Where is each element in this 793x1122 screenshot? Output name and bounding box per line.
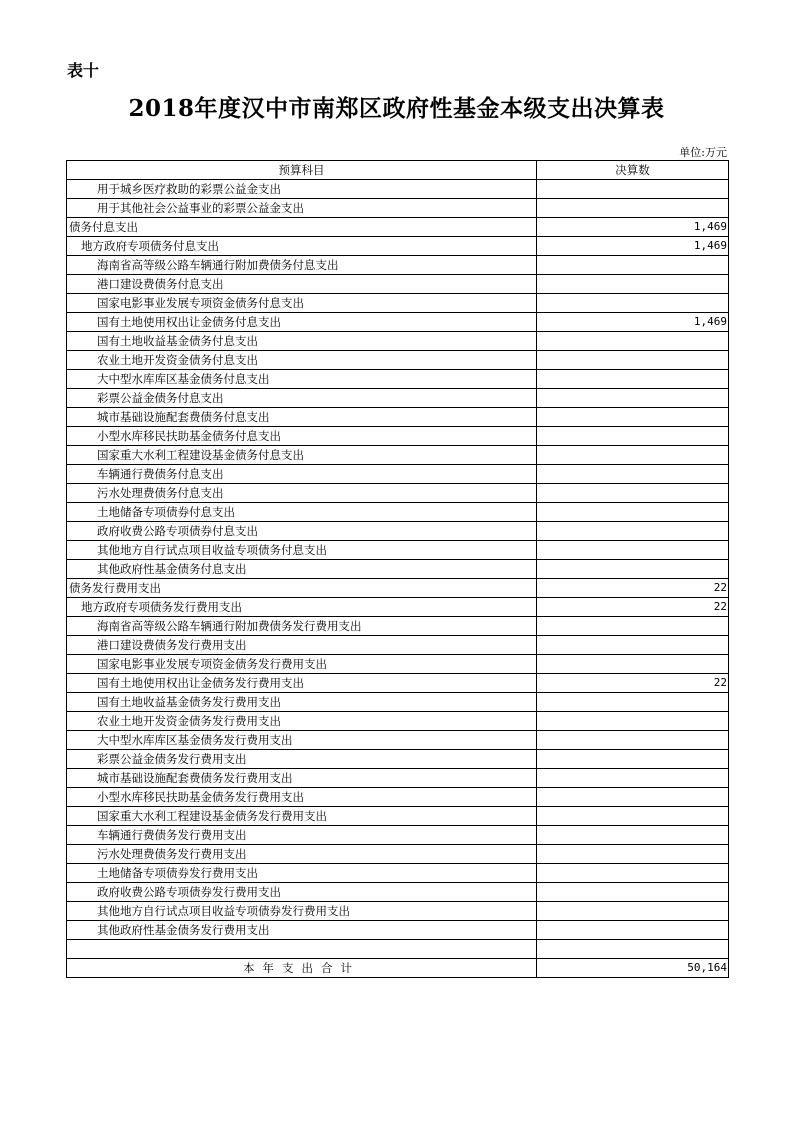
row-subject: 城市基础设施配套费债务发行费用支出	[67, 769, 537, 788]
row-amount	[537, 408, 729, 427]
row-amount	[537, 465, 729, 484]
table-number-label: 表十	[67, 61, 100, 80]
row-subject: 海南省高等级公路车辆通行附加费债务发行费用支出	[67, 617, 537, 636]
row-subject: 国家电影事业发展专项资金债务发行费用支出	[67, 655, 537, 674]
row-amount	[537, 940, 729, 959]
row-amount	[537, 655, 729, 674]
table-row	[67, 256, 729, 275]
row-subject: 大中型水库库区基金债务发行费用支出	[67, 731, 537, 750]
table-row	[67, 199, 729, 218]
table-row	[67, 731, 729, 750]
row-subject: 土地储备专项债券发行费用支出	[67, 864, 537, 883]
row-subject: 其他政府性基金债务付息支出	[67, 560, 537, 579]
row-subject: 其他政府性基金债务发行费用支出	[67, 921, 537, 940]
row-amount	[537, 332, 729, 351]
row-subject: 地方政府专项债务发行费用支出	[67, 598, 537, 617]
row-subject: 用于其他社会公益事业的彩票公益金支出	[67, 199, 537, 218]
total-amount: 50,164	[537, 959, 729, 978]
table-row	[67, 408, 729, 427]
table-row	[67, 902, 729, 921]
row-amount	[537, 769, 729, 788]
row-subject: 彩票公益金债务付息支出	[67, 389, 537, 408]
row-subject: 国有土地收益基金债务发行费用支出	[67, 693, 537, 712]
row-subject: 政府收费公路专项债券付息支出	[67, 522, 537, 541]
row-amount	[537, 541, 729, 560]
table-row	[67, 484, 729, 503]
table-header-row	[67, 161, 729, 180]
row-amount	[537, 389, 729, 408]
row-amount: 22	[537, 598, 729, 617]
row-subject: 污水处理费债务付息支出	[67, 484, 537, 503]
total-row	[67, 959, 729, 978]
row-amount	[537, 199, 729, 218]
row-amount	[537, 845, 729, 864]
row-amount: 1,469	[537, 313, 729, 332]
table-row	[67, 693, 729, 712]
table-row	[67, 446, 729, 465]
table-row	[67, 275, 729, 294]
table-row	[67, 617, 729, 636]
row-subject: 污水处理费债务发行费用支出	[67, 845, 537, 864]
row-subject: 车辆通行费债务发行费用支出	[67, 826, 537, 845]
row-amount	[537, 560, 729, 579]
table-row	[67, 674, 729, 693]
row-amount	[537, 864, 729, 883]
row-subject: 港口建设费债务付息支出	[67, 275, 537, 294]
row-amount	[537, 484, 729, 503]
row-amount	[537, 731, 729, 750]
row-subject: 彩票公益金债务发行费用支出	[67, 750, 537, 769]
table-row	[67, 598, 729, 617]
row-subject: 国家重大水利工程建设基金债务发行费用支出	[67, 807, 537, 826]
table-row	[67, 294, 729, 313]
table-row	[67, 940, 729, 959]
row-amount	[537, 883, 729, 902]
row-subject: 港口建设费债务发行费用支出	[67, 636, 537, 655]
row-amount	[537, 636, 729, 655]
table-row	[67, 332, 729, 351]
row-subject: 小型水库移民扶助基金债务发行费用支出	[67, 788, 537, 807]
table-row	[67, 712, 729, 731]
table-row	[67, 370, 729, 389]
header-final-amount: 决算数	[537, 161, 729, 180]
row-subject: 债务付息支出	[67, 218, 537, 237]
table-row	[67, 503, 729, 522]
row-subject: 国有土地收益基金债务付息支出	[67, 332, 537, 351]
row-amount	[537, 807, 729, 826]
table-row	[67, 579, 729, 598]
header-budget-subject: 预算科目	[67, 161, 537, 180]
table-row	[67, 883, 729, 902]
row-amount	[537, 826, 729, 845]
row-amount	[537, 617, 729, 636]
row-amount	[537, 902, 729, 921]
table-row	[67, 237, 729, 256]
row-amount: 22	[537, 674, 729, 693]
unit-label: 单位:万元	[679, 146, 727, 159]
row-amount	[537, 275, 729, 294]
total-label: 本年支出合计	[67, 959, 537, 978]
table-row	[67, 313, 729, 332]
table-row	[67, 807, 729, 826]
table-row	[67, 655, 729, 674]
row-amount: 1,469	[537, 237, 729, 256]
table-row	[67, 541, 729, 560]
row-subject: 其他地方自行试点项目收益专项债务付息支出	[67, 541, 537, 560]
row-subject: 农业土地开发资金债务发行费用支出	[67, 712, 537, 731]
row-amount	[537, 693, 729, 712]
table-row	[67, 864, 729, 883]
table-row	[67, 560, 729, 579]
row-amount: 1,469	[537, 218, 729, 237]
row-amount	[537, 921, 729, 940]
table-row	[67, 351, 729, 370]
row-amount	[537, 180, 729, 199]
row-amount: 22	[537, 579, 729, 598]
row-amount	[537, 712, 729, 731]
page-title: 2018年度汉中市南郑区政府性基金本级支出决算表	[128, 95, 665, 122]
row-subject: 小型水库移民扶助基金债务付息支出	[67, 427, 537, 446]
row-subject: 国有土地使用权出让金债务发行费用支出	[67, 674, 537, 693]
row-amount	[537, 427, 729, 446]
row-amount	[537, 370, 729, 389]
row-subject: 地方政府专项债务付息支出	[67, 237, 537, 256]
table-row	[67, 427, 729, 446]
row-subject	[67, 940, 537, 959]
row-subject: 车辆通行费债务付息支出	[67, 465, 537, 484]
row-subject: 政府收费公路专项债券发行费用支出	[67, 883, 537, 902]
table-row	[67, 826, 729, 845]
row-amount	[537, 750, 729, 769]
table-row	[67, 218, 729, 237]
row-subject: 海南省高等级公路车辆通行附加费债务付息支出	[67, 256, 537, 275]
row-amount	[537, 294, 729, 313]
table-row	[67, 845, 729, 864]
row-subject: 国有土地使用权出让金债务付息支出	[67, 313, 537, 332]
table-row	[67, 788, 729, 807]
row-subject: 债务发行费用支出	[67, 579, 537, 598]
row-amount	[537, 788, 729, 807]
row-subject: 其他地方自行试点项目收益专项债券发行费用支出	[67, 902, 537, 921]
table-row	[67, 921, 729, 940]
row-subject: 农业土地开发资金债务付息支出	[67, 351, 537, 370]
row-amount	[537, 446, 729, 465]
table-row	[67, 636, 729, 655]
row-subject: 大中型水库库区基金债务付息支出	[67, 370, 537, 389]
row-subject: 城市基础设施配套费债务付息支出	[67, 408, 537, 427]
table-row	[67, 769, 729, 788]
row-subject: 用于城乡医疗救助的彩票公益金支出	[67, 180, 537, 199]
row-amount	[537, 351, 729, 370]
row-subject: 土地储备专项债券付息支出	[67, 503, 537, 522]
table-row	[67, 389, 729, 408]
table-row	[67, 180, 729, 199]
row-subject: 国家电影事业发展专项资金债务付息支出	[67, 294, 537, 313]
row-amount	[537, 522, 729, 541]
row-amount	[537, 256, 729, 275]
row-amount	[537, 503, 729, 522]
table-row	[67, 750, 729, 769]
table-row	[67, 522, 729, 541]
expenditure-table	[66, 160, 729, 978]
table-row	[67, 465, 729, 484]
row-subject: 国家重大水利工程建设基金债务付息支出	[67, 446, 537, 465]
